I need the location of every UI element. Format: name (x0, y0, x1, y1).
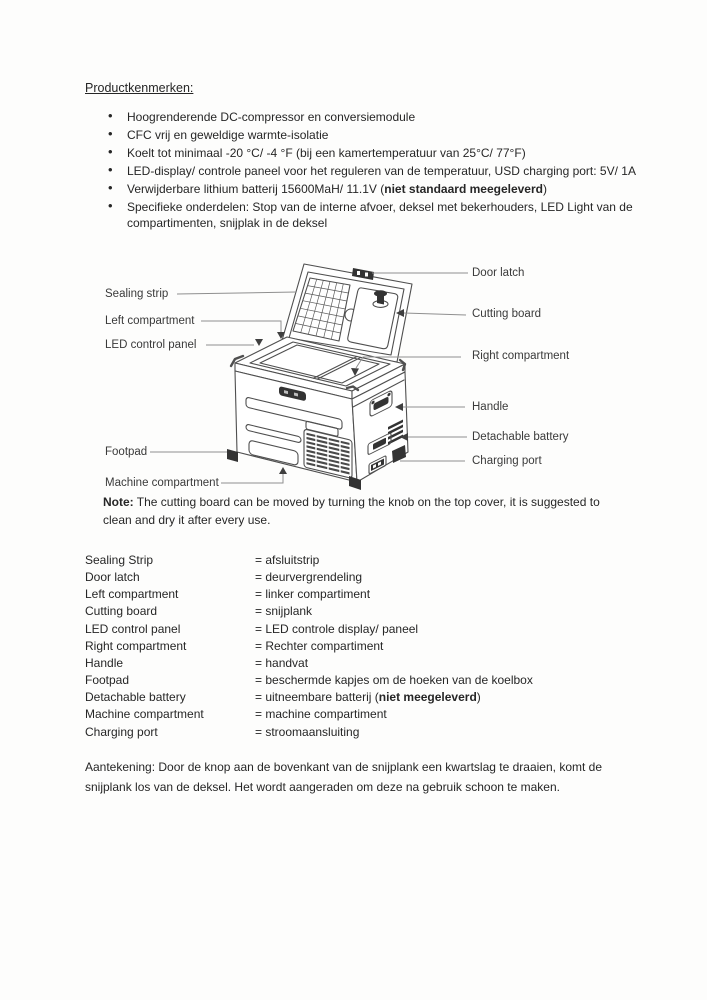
feature-bullet (105, 109, 650, 125)
glossary-translation: = uitneembare batterij (niet meegeleverd) (255, 690, 481, 705)
label-machine-compartment: Machine compartment (105, 477, 219, 489)
glossary-row (85, 603, 565, 620)
label-footpad: Footpad (105, 446, 148, 458)
glossary-row (85, 689, 565, 706)
note-paragraph: Note: The cutting board can be moved by turning the knob on the top cover, it is suggested to clean and dry it after every use. (103, 495, 600, 527)
glossary-translation: = afsluitstrip (255, 553, 320, 567)
glossary-translation: = deurvergrendeling (255, 570, 363, 585)
label-left-compartment: Left compartment (105, 315, 195, 327)
glossary-list (85, 552, 565, 741)
glossary-translation: = machine compartiment (255, 707, 387, 722)
label-cutting-board: Cutting board (472, 308, 542, 320)
page-title: Productkenmerken: (85, 81, 194, 95)
glossary-term: Footpad (85, 673, 130, 688)
glossary-row (85, 552, 565, 569)
glossary-term: Handle (85, 655, 124, 670)
glossary-term: Right compartment (85, 638, 187, 653)
feature-bullet (105, 145, 650, 161)
bullet-text: Hoogrenderende DC-compressor en conversiemodule (127, 110, 416, 124)
label-sealing-strip: Sealing strip (105, 288, 169, 300)
feature-bullet (105, 163, 650, 179)
label-handle: Handle (472, 401, 509, 413)
glossary-translation: = stroomaansluiting (255, 724, 360, 739)
feature-bullet: • Verwijderbare lithium batterij 15600MaH/ 11.1V (niet standaard meegeleverd) (105, 181, 650, 197)
glossary-translation: = handvat (255, 655, 309, 670)
glossary-translation: = beschermde kapjes om de hoeken van de koelbox (255, 673, 533, 688)
feature-bullet (105, 199, 650, 231)
label-led-control-panel: LED control panel (105, 339, 197, 351)
glossary-row (85, 655, 565, 672)
glossary-row (85, 638, 565, 655)
glossary-row (85, 724, 565, 741)
glossary-term: Charging port (85, 724, 158, 739)
glossary-term: Cutting board (85, 604, 158, 619)
glossary-term: Sealing Strip (85, 553, 154, 567)
bullet-text: LED-display/ controle paneel voor het reguleren van de temperatuur, USD charging port: 5V/ 1A (127, 164, 636, 178)
label-door-latch: Door latch (472, 267, 525, 279)
bullet-text: Verwijderbare lithium batterij 15600MaH/ 11.1V ( (127, 182, 385, 196)
cooler-body (227, 337, 408, 490)
glossary-row (85, 569, 565, 586)
bullet-text: Specifieke onderdelen: Stop van de interne afvoer, deksel met bekerhouders, LED Light van de compartimenten, snijplak in de deksel (127, 200, 633, 230)
bullet-text: Koelt tot minimaal -20 °C/ -4 °F (bij een kamertemperatuur van 25°C/ 77°F) (127, 146, 526, 160)
glossary-translation: = Rechter compartiment (255, 638, 384, 653)
glossary-term: Door latch (85, 570, 140, 585)
glossary-translation: = linker compartiment (255, 587, 371, 602)
label-right-compartment: Right compartment (472, 350, 570, 362)
label-charging-port: Charging port (472, 455, 542, 467)
footpad-front-left (227, 449, 238, 462)
glossary-translation: = snijplank (255, 604, 313, 619)
feature-list (105, 109, 650, 233)
footnote-paragraph: Aantekening: Door de knop aan de bovenkant van de snijplank een kwartslag te draaien, komt de snijplank los van de deksel. Het wordt aangeraden om deze na gebruik schoon te maken. (85, 760, 603, 794)
glossary-term: Left compartment (85, 587, 179, 602)
label-detachable-battery: Detachable battery (472, 431, 569, 443)
glossary-term: Detachable battery (85, 690, 186, 705)
glossary-row (85, 672, 565, 689)
glossary-translation: = LED controle display/ paneel (255, 621, 419, 636)
feature-bullet (105, 127, 650, 143)
bullet-text: CFC vrij en geweldige warmte-isolatie (127, 128, 329, 142)
glossary-term: Machine compartment (85, 707, 204, 722)
glossary-row (85, 621, 565, 638)
glossary-row (85, 586, 565, 603)
glossary-row (85, 706, 565, 723)
note-label: Note: (103, 495, 134, 509)
glossary-term: LED control panel (85, 621, 181, 636)
